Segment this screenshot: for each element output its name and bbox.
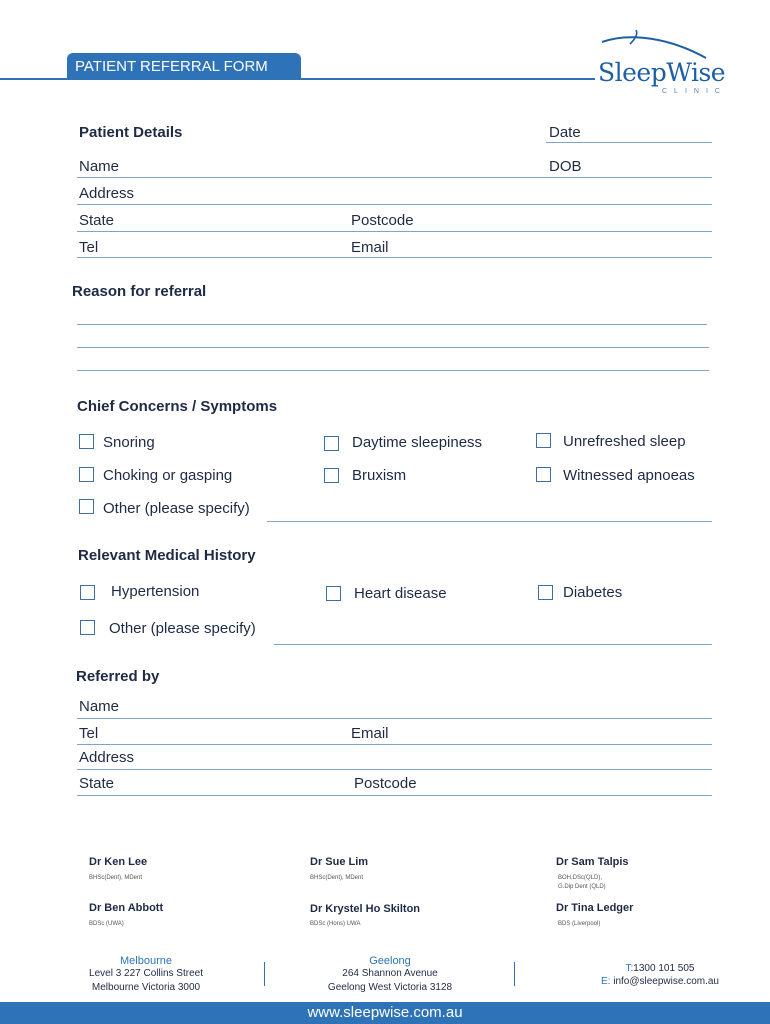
patient-name-label: Name xyxy=(79,158,120,175)
patient-email-label: Email xyxy=(351,239,389,256)
reason-line-2[interactable] xyxy=(77,347,709,348)
bruxism-label: Bruxism xyxy=(352,467,407,484)
referrer-name-label: Name xyxy=(79,698,120,715)
referrer-postcode-label: Postcode xyxy=(354,775,417,792)
checkbox-symptoms-other[interactable] xyxy=(79,499,94,514)
referrer-address-line[interactable] xyxy=(77,769,712,770)
symptoms-heading: Chief Concerns / Symptoms xyxy=(77,398,278,415)
unrefreshed-sleep-label: Unrefreshed sleep xyxy=(563,433,686,450)
footer-divider xyxy=(264,962,265,986)
doctor-qualification: BDSc (UWA) xyxy=(89,921,124,927)
heart-disease-label: Heart disease xyxy=(354,585,447,602)
doctor-qualification: BHSc(Dent), MDent xyxy=(310,875,364,881)
referrer-email-label: Email xyxy=(351,725,389,742)
history-heading: Relevant Medical History xyxy=(78,547,256,564)
patient-name-line[interactable] xyxy=(77,177,712,178)
checkbox-bruxism[interactable] xyxy=(324,468,339,483)
patient-details-heading: Patient Details xyxy=(79,124,183,141)
referrer-address-label: Address xyxy=(79,749,135,766)
doctor-qualification: BDS (Liverpool) xyxy=(558,921,601,927)
checkbox-snoring[interactable] xyxy=(79,434,94,449)
history-other-label: Other (please specify) xyxy=(109,620,256,637)
phone-row xyxy=(590,962,730,975)
doctor-qualification: G.Dip Dent (QLD) xyxy=(558,884,606,890)
checkbox-heart-disease[interactable] xyxy=(326,586,341,601)
doctor-qualification: BHSc(Dent), MDent xyxy=(89,875,143,881)
date-label: Date xyxy=(549,124,581,141)
phone-prefix: T: xyxy=(625,963,634,974)
form-title: PATIENT REFERRAL FORM xyxy=(67,53,301,79)
referrer-tel-line[interactable] xyxy=(77,744,712,745)
referrer-state-label: State xyxy=(79,775,115,792)
symptoms-other-line[interactable] xyxy=(267,521,712,522)
history-other-line[interactable] xyxy=(274,644,712,645)
doctor-name: Dr Ken Lee xyxy=(89,856,148,868)
date-line[interactable] xyxy=(546,142,712,143)
snoring-label: Snoring xyxy=(103,434,155,451)
checkbox-diabetes[interactable] xyxy=(538,585,553,600)
checkbox-unrefreshed-sleep[interactable] xyxy=(536,433,551,448)
doctor-name: Dr Ben Abbott xyxy=(89,902,164,914)
melbourne-line-1: Level 3 227 Collins Street xyxy=(89,968,203,979)
doctor-name: Dr Sue Lim xyxy=(310,856,369,868)
checkbox-history-other[interactable] xyxy=(80,620,95,635)
logo-wordmark: SleepWise xyxy=(598,58,726,87)
checkbox-choking[interactable] xyxy=(79,467,94,482)
geelong-line-2: Geelong West Victoria 3128 xyxy=(327,982,453,993)
phone-number[interactable]: 1300 101 505 xyxy=(633,963,695,974)
contact-info xyxy=(590,962,730,988)
doctor-qualification: BDSc (Hons) UWA xyxy=(310,921,361,927)
checkbox-hypertension[interactable] xyxy=(80,585,95,600)
footer-divider xyxy=(514,962,515,986)
patient-address-line[interactable] xyxy=(77,204,712,205)
referrer-name-line[interactable] xyxy=(77,718,712,719)
logo-subtitle: CLINIC xyxy=(662,88,727,95)
email-row xyxy=(590,975,730,988)
doctor-qualification: BOH,DSc(QLD), xyxy=(558,875,603,881)
website-bar xyxy=(0,1002,770,1024)
geelong-address xyxy=(320,955,460,995)
email-prefix: E: xyxy=(601,976,611,987)
doctor-name: Dr Krystel Ho Skilton xyxy=(310,903,421,915)
doctor-name: Dr Tina Ledger xyxy=(556,902,634,914)
witnessed-apnoeas-label: Witnessed apnoeas xyxy=(563,467,695,484)
daytime-sleepiness-label: Daytime sleepiness xyxy=(352,434,483,451)
diabetes-label: Diabetes xyxy=(563,584,623,601)
patient-address-label: Address xyxy=(79,185,135,202)
checkbox-witnessed-apnoeas[interactable] xyxy=(536,467,551,482)
patient-state-line[interactable] xyxy=(77,231,712,232)
doctor-name: Dr Sam Talpis xyxy=(556,856,629,868)
reason-line-1[interactable] xyxy=(77,324,707,325)
patient-tel-label: Tel xyxy=(79,239,99,256)
melbourne-city: Melbourne xyxy=(120,955,172,967)
referrer-tel-label: Tel xyxy=(79,725,99,742)
choking-label: Choking or gasping xyxy=(103,467,233,484)
referrer-heading: Referred by xyxy=(76,668,160,685)
website-link[interactable]: www.sleepwise.com.au xyxy=(307,1004,463,1021)
hypertension-label: Hypertension xyxy=(111,583,200,600)
reason-line-3[interactable] xyxy=(77,370,709,371)
geelong-city: Geelong xyxy=(369,955,411,967)
melbourne-address xyxy=(76,955,216,995)
melbourne-line-2: Melbourne Victoria 3000 xyxy=(91,982,201,993)
referrer-state-line[interactable] xyxy=(77,795,712,796)
email-address[interactable]: info@sleepwise.com.au xyxy=(613,976,719,987)
patient-tel-line[interactable] xyxy=(77,257,712,258)
patient-state-label: State xyxy=(79,212,115,229)
symptoms-other-label: Other (please specify) xyxy=(103,500,250,517)
geelong-line-1: 264 Shannon Avenue xyxy=(342,968,438,979)
dob-label: DOB xyxy=(549,158,582,175)
patient-postcode-label: Postcode xyxy=(351,212,414,229)
checkbox-daytime-sleepiness[interactable] xyxy=(324,436,339,451)
reason-heading: Reason for referral xyxy=(72,283,207,300)
